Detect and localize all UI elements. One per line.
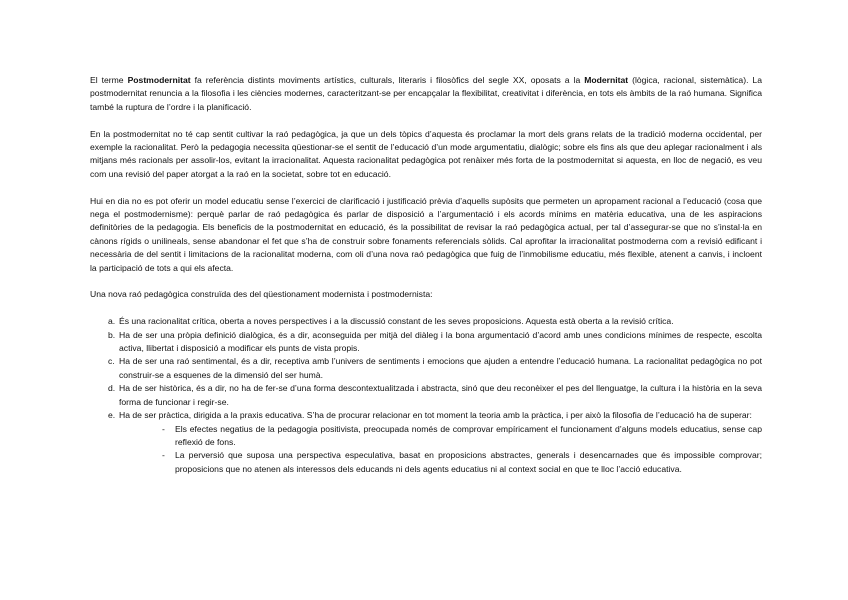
paragraph-1-text-b: fa referència distints moviments artístics, culturals, literaris i filosòfics del segle XX, oposats a la bbox=[190, 75, 585, 85]
list-marker: d. bbox=[108, 383, 116, 394]
list-item-text: És una racionalitat crítica, oberta a noves perspectives i a la discussió constant de les seves proposicions. Aquesta està oberta a la revisió crítica. bbox=[119, 316, 674, 327]
document-page bbox=[90, 74, 762, 476]
dash-sublist bbox=[119, 423, 762, 477]
list-item bbox=[90, 355, 762, 382]
list-marker: e. bbox=[108, 410, 116, 421]
paragraph-1 bbox=[90, 74, 762, 114]
sublist-item bbox=[119, 449, 762, 476]
list-marker: c. bbox=[108, 356, 115, 367]
sublist-marker: - bbox=[162, 423, 165, 434]
list-item bbox=[90, 409, 762, 476]
list-item bbox=[90, 315, 762, 328]
list-marker: b. bbox=[108, 329, 116, 340]
paragraph-1-text-c: (lògica, racional, sistemàtica). La postmodernitat renuncia a la filosofia i les ciències modernes, caracteritzant-se per encapçalar la flexibilitat, creativitat i diferència, en tots els àmbits de la raó humana. Significa també la ruptura de l’ordre i la planificació. bbox=[90, 75, 762, 112]
list-item-text: Ha de ser una pròpia definició dialògica, és a dir, aconseguida per mitjà del diàleg i la bona argumentació d’acord amb unes condicions mínimes de respecte, escolta activa, llibertat i disposició a modificar els punts de vista propis. bbox=[119, 329, 762, 354]
sublist-item bbox=[119, 423, 762, 450]
paragraph-1-text-a: El terme bbox=[90, 75, 128, 85]
term-postmodernitat: Postmodernitat bbox=[127, 75, 191, 85]
list-item bbox=[90, 329, 762, 356]
list-intro: Una nova raó pedagògica construïda des del qüestionament modernista i postmodernista: bbox=[90, 289, 433, 300]
list-item-text: Ha de ser històrica, és a dir, no ha de fer-se d’una forma descontextualitzada i abstracta, sinó que deu reconèixer el pes del llenguatge, la cultura i la història en la seva forma de funcionar i regir-se. bbox=[119, 383, 762, 407]
sublist-item-text: La perversió que suposa una perspectiva especulativa, basat en proposicions abstractes, generals i desencarnades que és impossible comprovar; proposicions que no atenen als interessos dels educands ni dels agents educatius ni al context social en que te lloc l’acció educativa. bbox=[175, 450, 762, 474]
list-marker: a. bbox=[108, 316, 116, 327]
paragraph-2: En la postmodernitat no té cap sentit cultivar la raó pedagògica, ja que un dels tòpics d’aquesta és proclamar la mort dels grans relats de la tradició moderna occidental, per exemple la racionalitat. Però la pedagogia necessita qüestionar-se el sentit de l’educació d’un mode argumentatiu, dialògic; sobre els fins als que deu aplegar racionalment i als mitjans més racionals per assolir-los, evitant la irracionalitat. Aquesta racionalitat pedagògica pot renàixer més forta de la postmodernitat si aquesta, en lloc de negació, es veu com una revisió del paper atorgat a la raó en la societat, sobre tot en educació. bbox=[90, 128, 762, 179]
sublist-marker: - bbox=[162, 450, 165, 461]
sublist-item-text: Els efectes negatius de la pedagogia positivista, preocupada només de comprovar empíricament el funcionament d’alguns models educatius, sense cap reflexió de fons. bbox=[175, 423, 762, 447]
list-item bbox=[90, 382, 762, 409]
paragraph-3: Hui en dia no es pot oferir un model educatiu sense l’exercici de clarificació i justificació prèvia d’aquells supòsits que permeten un apropament racional a l’educació (cosa que nega el postmodernisme): perquè parlar de raó pedagògica és parlar de disposició a l’argumentació i els acords mínims en matèria educativa, una de les aspiracions definitòries de la pedagogia. Els beneficis de la postmodernitat en educació, és la possibilitat de revisar la raó pedagògica actual, per tal d’assegurar-se que no s’instal·la en cànons rígids o unilineals, sense abandonar el fet que s’ha de construir sobre fonaments referencials sòlids. Cal aprofitar la irracionalitat postmoderna com a revisió edificant i necessària de del sentit i limitacions de la racionalitat moderna, com oli d’una nova raó pedagògica que fuig de l’inmobilisme educatiu, més flexible, atenent a canvis, i incloent la participació de tots a qui els afecta. bbox=[90, 195, 762, 273]
list-item-text: Ha de ser una raó sentimental, és a dir, receptiva amb l’univers de sentiments i emocions que ajuden a entendre l’educació humana. La racionalitat pedagògica no pot construir-se a esquenes de la dimensió del ser humà. bbox=[119, 356, 762, 380]
lettered-list bbox=[90, 315, 762, 476]
term-modernitat: Modernitat bbox=[584, 75, 629, 85]
list-item-text: Ha de ser pràctica, dirigida a la praxis educativa. S’ha de procurar relacionar en tot moment la teoria amb la pràctica, i per això la filosofia de l’educació ha de superar: bbox=[119, 410, 752, 421]
